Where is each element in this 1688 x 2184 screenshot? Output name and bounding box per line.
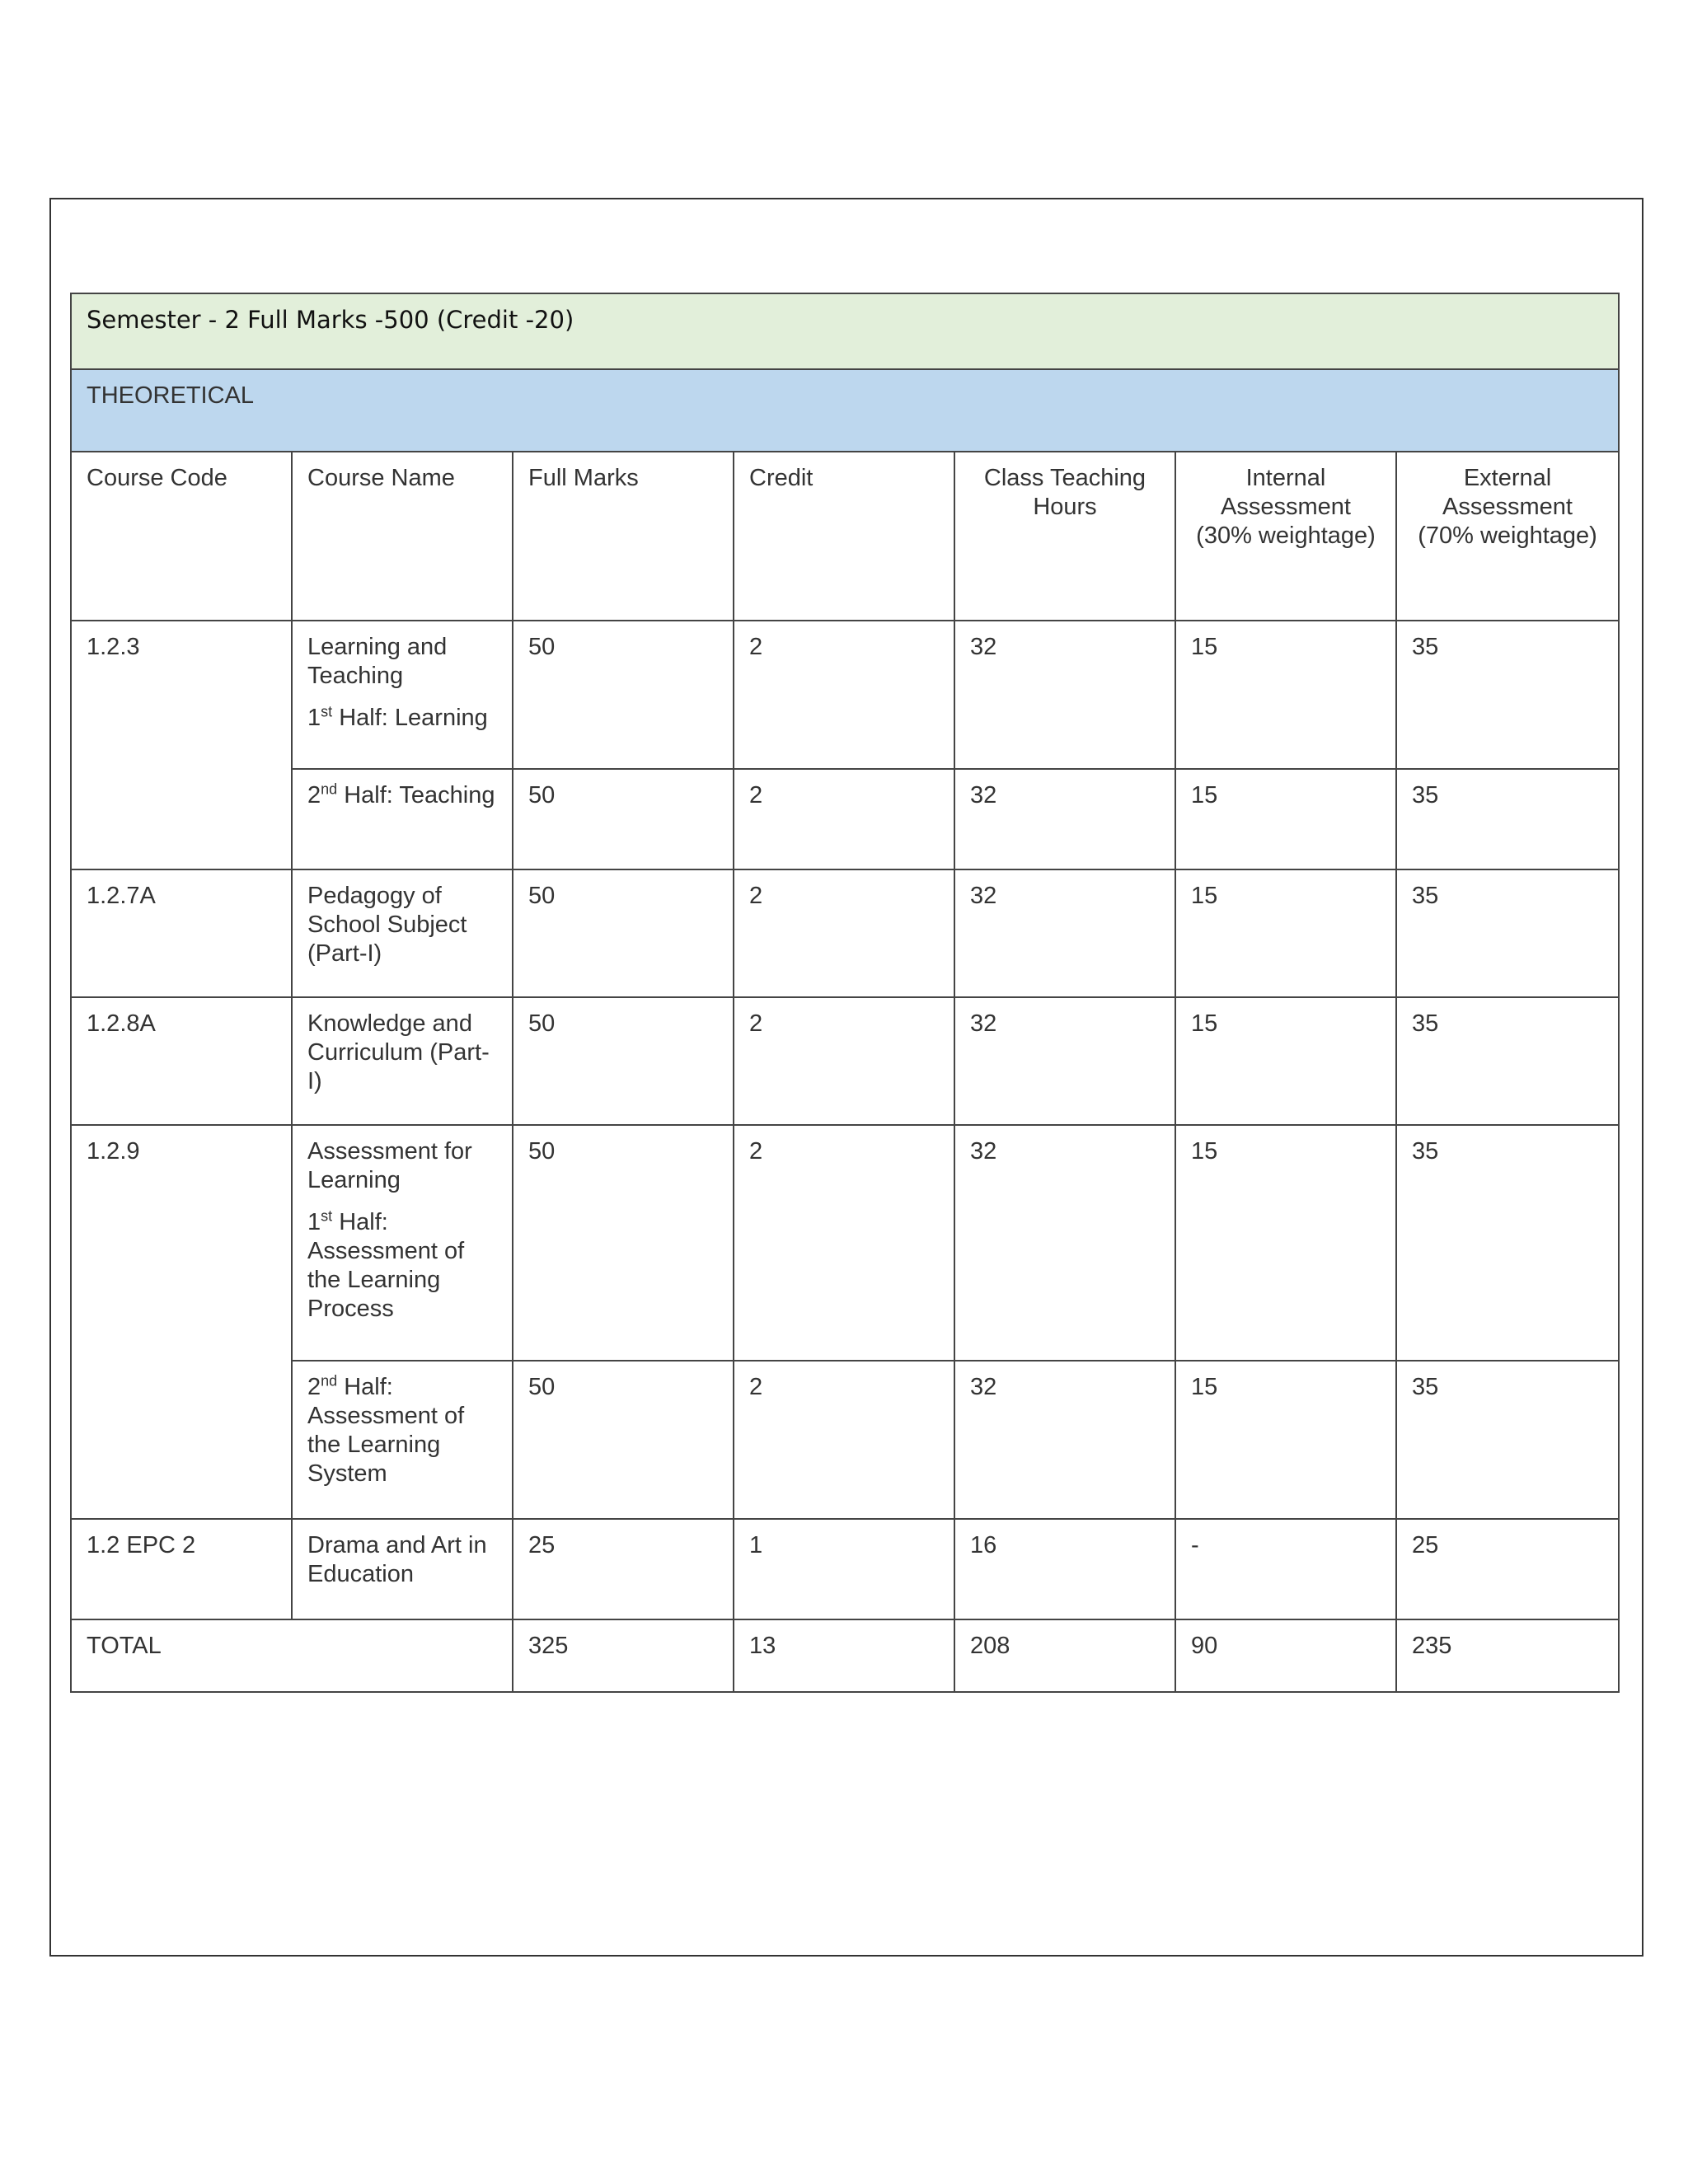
credit-cell: 2 — [734, 621, 954, 769]
course-name-main: Learning and Teaching — [307, 634, 448, 689]
course-name-cell — [292, 1361, 513, 1519]
course-half-label: 1st Half: Assessment of the Learning Process — [307, 1207, 465, 1322]
header-class-hours: Class Teaching Hours — [954, 452, 1175, 621]
header-course-name: Course Name — [292, 452, 513, 621]
total-external: 235 — [1396, 1619, 1619, 1692]
internal-cell: 15 — [1175, 769, 1396, 869]
full-marks-cell: 50 — [513, 1361, 734, 1519]
internal-cell: 15 — [1175, 1361, 1396, 1519]
table-row — [71, 769, 1619, 869]
hours-cell: 32 — [954, 997, 1175, 1125]
internal-cell: 15 — [1175, 621, 1396, 769]
hours-cell: 16 — [954, 1519, 1175, 1619]
internal-cell: - — [1175, 1519, 1396, 1619]
header-course-code: Course Code — [71, 452, 292, 621]
credit-cell: 1 — [734, 1519, 954, 1619]
total-hours: 208 — [954, 1619, 1175, 1692]
internal-cell: 15 — [1175, 997, 1396, 1125]
full-marks-cell: 50 — [513, 769, 734, 869]
credit-cell: 2 — [734, 1125, 954, 1361]
external-cell: 35 — [1396, 621, 1619, 769]
internal-cell: 15 — [1175, 1125, 1396, 1361]
header-external: External Assessment (70% weightage) — [1396, 452, 1619, 621]
section-heading: THEORETICAL — [71, 369, 1619, 452]
hours-cell: 32 — [954, 1361, 1175, 1519]
course-code-cell: 1.2.8A — [71, 997, 292, 1125]
external-cell: 35 — [1396, 1125, 1619, 1361]
hours-cell: 32 — [954, 869, 1175, 997]
course-half-label: 1st Half: Learning — [307, 703, 488, 731]
course-code-cell: 1.2.7A — [71, 869, 292, 997]
semester-table — [70, 293, 1620, 1693]
external-cell: 25 — [1396, 1519, 1619, 1619]
external-cell: 35 — [1396, 1361, 1619, 1519]
course-code-cell: 1.2 EPC 2 — [71, 1519, 292, 1619]
course-code-cell: 1.2.9 — [71, 1125, 292, 1519]
table-row — [71, 869, 1619, 997]
table-title: Semester - 2 Full Marks -500 (Credit -20) — [71, 293, 1619, 369]
course-name-cell — [292, 621, 513, 769]
course-name-cell — [292, 769, 513, 869]
full-marks-cell: 50 — [513, 1125, 734, 1361]
course-name-cell: Pedagogy of School Subject (Part-I) — [292, 869, 513, 997]
external-cell: 35 — [1396, 869, 1619, 997]
section-row — [71, 369, 1619, 452]
external-cell: 35 — [1396, 769, 1619, 869]
full-marks-cell: 50 — [513, 997, 734, 1125]
credit-cell: 2 — [734, 1361, 954, 1519]
title-row — [71, 293, 1619, 369]
hours-cell: 32 — [954, 1125, 1175, 1361]
total-row — [71, 1619, 1619, 1692]
table-row — [71, 621, 1619, 769]
course-name-cell: Knowledge and Curriculum (Part-I) — [292, 997, 513, 1125]
table-row — [71, 1361, 1619, 1519]
course-name-main: Assessment for Learning — [307, 1138, 472, 1193]
hours-cell: 32 — [954, 769, 1175, 869]
table-row — [71, 1519, 1619, 1619]
table-row — [71, 1125, 1619, 1361]
header-internal: Internal Assessment (30% weightage) — [1175, 452, 1396, 621]
credit-cell: 2 — [734, 997, 954, 1125]
course-name-cell: Drama and Art in Education — [292, 1519, 513, 1619]
hours-cell: 32 — [954, 621, 1175, 769]
full-marks-cell: 50 — [513, 869, 734, 997]
course-half-label: 2nd Half: Teaching — [307, 780, 495, 808]
credit-cell: 2 — [734, 869, 954, 997]
full-marks-cell: 50 — [513, 621, 734, 769]
full-marks-cell: 25 — [513, 1519, 734, 1619]
total-internal: 90 — [1175, 1619, 1396, 1692]
external-cell: 35 — [1396, 997, 1619, 1125]
header-full-marks: Full Marks — [513, 452, 734, 621]
total-credit: 13 — [734, 1619, 954, 1692]
table-row — [71, 997, 1619, 1125]
total-label: TOTAL — [71, 1619, 513, 1692]
credit-cell: 2 — [734, 769, 954, 869]
internal-cell: 15 — [1175, 869, 1396, 997]
header-row — [71, 452, 1619, 621]
header-credit: Credit — [734, 452, 954, 621]
course-name-cell — [292, 1125, 513, 1361]
course-code-cell: 1.2.3 — [71, 621, 292, 869]
total-full-marks: 325 — [513, 1619, 734, 1692]
course-half-label: 2nd Half: Assessment of the Learning System — [307, 1372, 465, 1487]
